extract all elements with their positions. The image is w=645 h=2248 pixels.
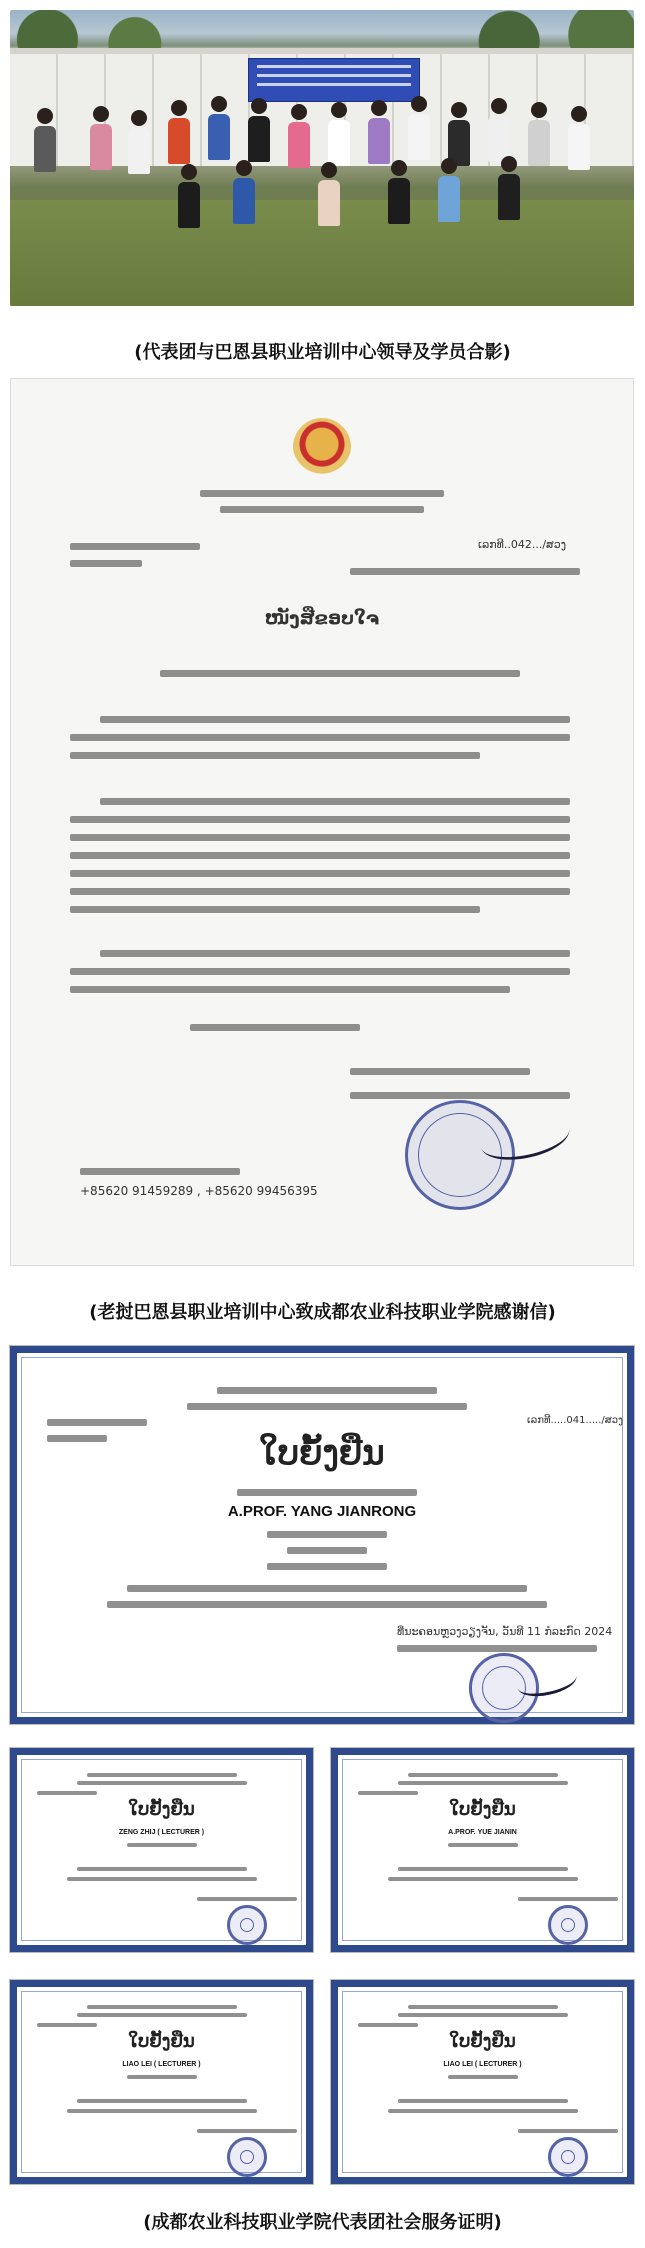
trees-background [10,10,634,52]
certificates-caption: (成都农业科技职业学院代表团社会服务证明) [143,2212,502,2233]
certificate-date: ທີ່ນະຄອນຫຼວງວຽງຈັນ, ວັນທີ 11 ກໍລະກົດ 2024 [397,1625,613,1638]
small-cert-recipient: LIAO LEI ( LECTURER ) [122,2061,201,2068]
certificate-ref-no: ເລກທີ.....041...../ສວງ [527,1415,623,1426]
small-cert-recipient: A.PROF. YUE JIANIN [448,1829,517,1836]
photo-caption: (代表团与巴恩县职业培训中心领导及学员合影) [134,342,511,363]
thank-you-letter [10,378,634,1266]
certificate-recipient: A.PROF. YANG JIANRONG [227,1503,417,1520]
letter-heading: ໜັງສືຂອບໃຈ [264,608,380,629]
small-certificate-1: ໃບຢັ້ງຢືນ ZENG ZHIJ ( LECTURER ) [10,1748,313,1952]
certificate-title: ໃບຍັ້ງຢືນ [259,1433,385,1473]
small-certificate-2: ໃບຢັ້ງຢືນ A.PROF. YUE JIANIN [331,1748,634,1952]
lao-emblem-icon [293,418,351,476]
small-cert-recipient: LIAO LEI ( LECTURER ) [443,2061,522,2068]
group-photo [10,10,634,306]
letter-phones: +85620 91459289 , +85620 99456395 [80,1184,318,1198]
small-certificate-4: ໃບຢັ້ງຢືນ LIAO LEI ( LECTURER ) [331,1980,634,2184]
small-certificate-3: ໃບຢັ້ງຢືນ LIAO LEI ( LECTURER ) [10,1980,313,2184]
letter-ref-no: ເລກທີ..042.../ສວງ [478,538,567,551]
small-cert-recipient: ZENG ZHIJ ( LECTURER ) [118,1829,205,1836]
crowd [28,96,628,246]
main-certificate [10,1346,634,1724]
letter-caption: (老挝巴恩县职业培训中心致成都农业科技职业学院感谢信) [89,1302,556,1323]
